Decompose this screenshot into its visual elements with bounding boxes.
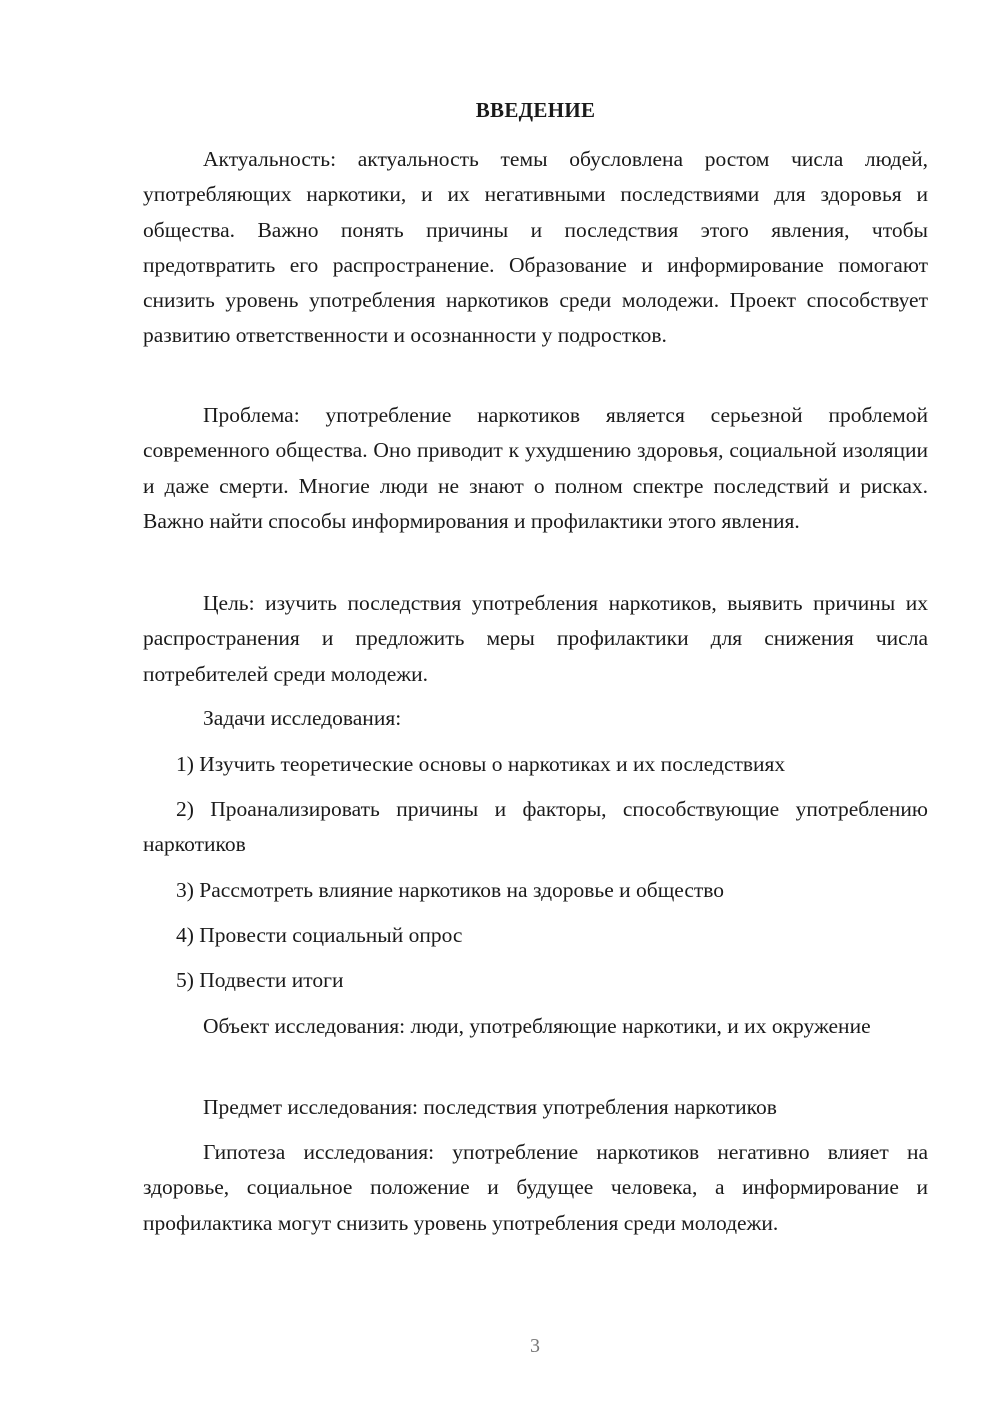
- section-heading: ВВЕДЕНИЕ: [475, 98, 596, 122]
- paragraph-problem: Проблема: употребление наркотиков является серьезной проблемой современного общества. Оно приводит к ухудшению здоровья, социальной изоляции и даже смерти. Многие люди не знают о полном спектре последствий и рисках. Важно найти способы информирования и профилактики этого явления.: [143, 403, 928, 533]
- task-item: 1) Изучить теоретические основы о наркотиках и их последствиях: [176, 752, 786, 776]
- task-item: 2) Проанализировать причины и факторы, способствующие употреблению наркотиков: [143, 797, 928, 857]
- task-item: 4) Провести социальный опрос: [176, 923, 463, 947]
- page-number: 3: [530, 1335, 540, 1357]
- paragraph-goal: Цель: изучить последствия употребления наркотиков, выявить причины их распространения и предложить меры профилактики для снижения числа потребителей среди молодежи.: [143, 591, 928, 686]
- tasks-title: Задачи исследования:: [203, 706, 402, 730]
- paragraph-object: Объект исследования: люди, употребляющие наркотики, и их окружение: [203, 1014, 871, 1038]
- task-item: 3) Рассмотреть влияние наркотиков на здоровье и общество: [176, 878, 725, 902]
- paragraph-subject: Предмет исследования: последствия употребления наркотиков: [203, 1095, 777, 1119]
- paragraph-hypothesis: Гипотеза исследования: употребление наркотиков негативно влияет на здоровье, социальное положение и будущее человека, а информирование и профилактика могут снизить уровень употребления среди молодежи.: [143, 1140, 928, 1235]
- paragraph-relevance: Актуальность: актуальность темы обусловлена ростом числа людей, употребляющих наркотики, и их негативными последствиями для здоровья и общества. Важно понять причины и последствия этого явления, чтобы предотвратить его распространение. Образование и информирование помогают снизить уровень употребления наркотиков среди молодежи. Проект способствует развитию ответственности и осознанности у подростков.: [143, 147, 928, 348]
- task-item: 5) Подвести итоги: [176, 968, 344, 992]
